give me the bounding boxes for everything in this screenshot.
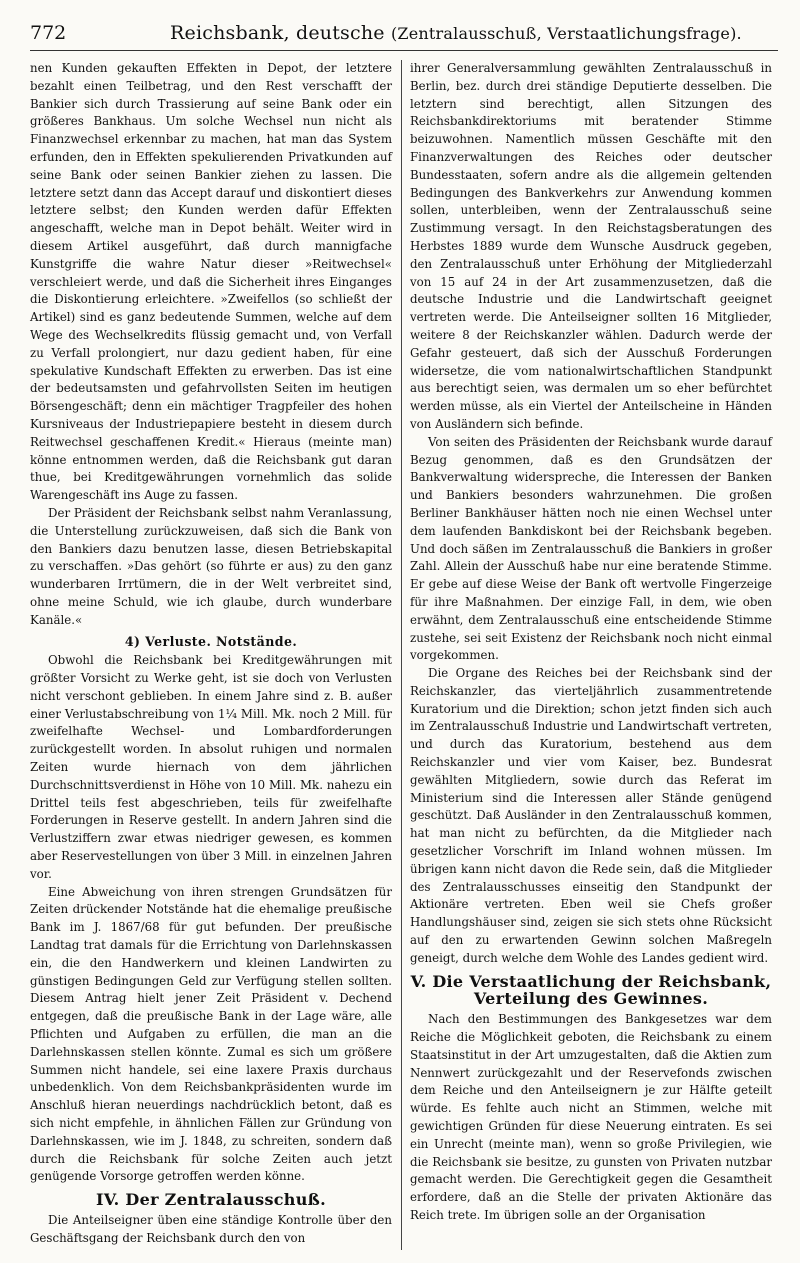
- running-title: Reichsbank, deutsche: [170, 22, 385, 44]
- left-paragraph-4: Eine Abweichung von ihren strengen Grundsätzen für Zeiten drückender Notstände hat die ehemalige preußische Bank im J. 1867/68 für gut befunden. Der preußische Landtag trat damals für die Errichtung von Darlehnskassen ein, die den Handwerkern und kleinen Landwirten zu günstigen Bedingungen Geld zur Verfügung stellen sollten. Diesem Antrag hielt jener Zeit Präsident v. Dechend entgegen, daß die preußische Bank in der Lage wäre, alle Pflichten und Aufgaben zu erfüllen, die man an die Darlehnskassen stellen könnte. Zumal es sich um größere Summen nicht handele, sei eine laxere Praxis durchaus unbedenklich. Von dem Reichsbankpräsidenten wurde im Anschluß hieran neuerdings nachdrücklich betont, daß es sich nicht empfehle, in ähnlichen Fällen zur Gründung von Darlehnskassen, wie im J. 1848, zu schreiten, sondern daß durch die Reichsbank für solche Zeiten auch jetzt genügende Vorsorge getroffen werden könne.: [30, 884, 392, 1184]
- left-paragraph-5: Die Anteilseigner üben eine ständige Kontrolle über den Geschäftsgang der Reichsbank durch den von: [30, 1213, 392, 1245]
- left-column: [30, 60, 392, 1248]
- page-number: 772: [30, 22, 67, 44]
- left-paragraph-1: nen Kunden gekauften Effekten in Depot, der letztere bezahlt einen Teilbetrag, und den Rest verschafft der Bankier sich durch Trassierung auf seine Bank oder ein größeres Bankhaus. Um solche Wechsel nun nicht als Finanzwechsel erkennbar zu machen, hat man das System erfunden, den in Effekten spekulierenden Privatkunden auf seine Bank oder seinen Bankier ziehen zu lassen. Die letztere setzt dann das Accept darauf und diskontiert dieses letztere selbst; den Kunden werden dafür Effekten angeschafft, welche man in Depot behält. Weiter wird in diesem Artikel ausgeführt, daß durch mannigfache Kunstgriffe die wahre Natur dieser »Reitwechsel« verschleiert werde, und daß die Sicherheit ihres Einganges die Diskontierung erleichtere. »Zweifellos (so schließt der Artikel) sind es ganz bedeutende Summen, welche auf dem Wege des Wechselkredits flüssig gemacht und, von Verfall zu Verfall prolongiert, nur dazu gedient haben, für eine spekulative Kundschaft Effekten zu erwerben. Das ist eine der bedeutsamsten und gefahrvollsten Seiten im heutigen Börsengeschäft; denn ein mächtiger Tragpfeiler des hohen Kursniveaus der Industriepapiere besteht in diesem durch Reitwechsel geschaffenen Kredit.« Hieraus (meinte man) könne entnommen werden, daß die Reichsbank gut daran thue, bei Kreditgewährungen vornehmlich das solide Warengeschäft ins Auge zu fassen.: [30, 61, 392, 503]
- right-paragraph-3: Die Organe des Reiches bei der Reichsbank sind der Reichskanzler, das vierteljährlich zusammentretende Kuratorium und die Direktion; schon jetzt finden sich auch im Zentralausschuß Industrie und Landwirtschaft vertreten, und durch das Kuratorium, bestehend aus dem Reichskanzler und vier vom Kaiser, bez. Bundesrat gewählten Mitgliedern, sowie durch das Referat im Ministerium sind die Interessen aller Stände genügend geschützt. Daß Ausländer in den Zentralausschuß kommen, hat man nicht zu befürchten, da die Mitglieder nach gesetzlicher Vorschrift im Inland wohnen müssen. Im übrigen kann nicht davon die Rede sein, daß die Mitglieder des Zentralausschusses einseitig den Standpunkt der Aktionäre vertreten. Eben weil sie Chefs großer Handlungshäuser sind, zeigen sie sich stets ohne Rücksicht auf den zu erwartenden Gewinn solchen Maßregeln geneigt, durch welche dem Wohle des Landes gedient wird.: [410, 666, 772, 965]
- running-subtitle: (Zentralausschuß, Verstaatlichungsfrage).: [390, 24, 742, 43]
- section-heading-iv: IV. Der Zentralausschuß.: [95, 1190, 326, 1210]
- right-paragraph-4: Nach den Bestimmungen des Bankgesetzes war dem Reiche die Möglichkeit geboten, die Reichsbank zu einem Staatsinstitut in der Art umzugestalten, daß die Aktien zum Nennwert zurückgezahlt und der Reservefonds zwischen dem Reiche und den Anteilseignern je zur Hälfte geteilt würde. Es fehlte auch nicht an Stimmen, welche mit gewichtigen Gründen für diese Neuerung eintraten. Es sei ein Unrecht (meinte man), wenn so große Privilegien, wie die Reichsbank sie besitze, zu gunsten von Privaten nutzbar gemacht werden. Die Gerechtigkeit gegen die Gesamtheit erfordere, daß an die Stelle der privaten Aktionäre das Reich trete. Im übrigen solle an der Organisation: [410, 1012, 772, 1222]
- column-divider: [401, 60, 402, 1250]
- right-paragraph-1: ihrer Generalversammlung gewählten Zentralausschuß in Berlin, bez. durch drei ständige Deputierte desselben. Die letztern sind berechtigt, allen Sitzungen des Reichsbankdirektoriums mit beratender Stimme beizuwohnen. Namentlich müssen Geschäfte mit den Finanzverwaltungen des Reiches oder deutscher Bundesstaaten, sofern andre als die allgemein geltenden Bedingungen des Bankverkehrs zur Anwendung kommen sollen, unterbleiben, wenn der Zentralausschuß seine Zustimmung versagt. In den Reichstagsberatungen des Herbstes 1889 wurde dem Wunsche Ausdruck gegeben, den Zentralausschuß unter Erhöhung der Mitgliederzahl von 15 auf 24 in der Art zusammenzusetzen, daß die deutsche Industrie und die Landwirtschaft geeignet vertreten werde. Die Anteilseigner sollten 16 Mitglieder, weitere 8 der Reichskanzler wählen. Dadurch werde der Gefahr gesteuert, daß sich der Ausschuß Forderungen widersetze, die vom nationalwirtschaftlichen Standpunkt aus berechtigt seien, was dermalen um so eher befürchtet werden müsse, als ein Viertel der Anteilscheine in Händen von Ausländern sich befinde.: [410, 61, 772, 431]
- left-paragraph-3: Obwohl die Reichsbank bei Kreditgewährungen mit größter Vorsicht zu Werke geht, ist sie doch von Verlusten nicht verschont geblieben. In einem Jahre sind z. B. außer einer Verlustabschreibung von 1¼ Mill. Mk. noch 2 Mill. für zweifelhafte Wechsel- und Lombardforderungen zurückgestellt worden. In absolut ruhigen und normalen Zeiten wurde hiernach von dem jährlichen Durchschnittsverdienst in Höhe von 10 Mill. Mk. nahezu ein Drittel teils fest abgeschrieben, teils für zweifelhafte Forderungen in Reserve gestellt. In andern Jahren sind die Verlustziffern zwar etwas niedriger gewesen, es kommen aber Reservestellungen von über 3 Mill. in einzelnen Jahren vor.: [30, 653, 392, 881]
- section-heading-v: V. Die Verstaatlichung der Reichsbank, Verteilung des Gewinnes.: [410, 971, 772, 1009]
- left-paragraph-2: Der Präsident der Reichsbank selbst nahm Veranlassung, die Unterstellung zurückzuweisen, daß sich die Bank von den Bankiers dazu benutzen lasse, diesen Betriebskapital zu verschaffen. »Das gehört (so führte er aus) zu den ganz wunderbaren Irrtümern, die in der Welt verbreitet sind, ohne meine Schuld, wie ich glaube, durch wunderbare Kanäle.«: [30, 505, 392, 627]
- page-header: [30, 20, 778, 51]
- running-head: [170, 22, 742, 44]
- right-column: [410, 60, 772, 1225]
- subheading-verluste: 4) Verluste. Notstände.: [124, 633, 298, 649]
- right-paragraph-2: Von seiten des Präsidenten der Reichsbank wurde darauf Bezug genommen, daß es den Grundsätzen der Bankverwaltung widerspreche, die Interessen der Banken und Bankiers besonders wahrzunehmen. Die großen Berliner Bankhäuser hätten noch nie einen Wechsel unter dem laufenden Bankdiskont bei der Reichsbank begeben. Und doch säßen im Zentralausschuß die Bankiers in großer Zahl. Allein der Ausschuß habe nur eine beratende Stimme. Er gebe auf diese Weise der Bank oft wertvolle Fingerzeige für ihre Maßnahmen. Der einzige Fall, in dem, wie oben erwähnt, dem Zentralausschuß eine entscheidende Stimme zustehe, sei seit Existenz der Reichsbank noch nicht einmal vorgekommen.: [410, 434, 772, 663]
